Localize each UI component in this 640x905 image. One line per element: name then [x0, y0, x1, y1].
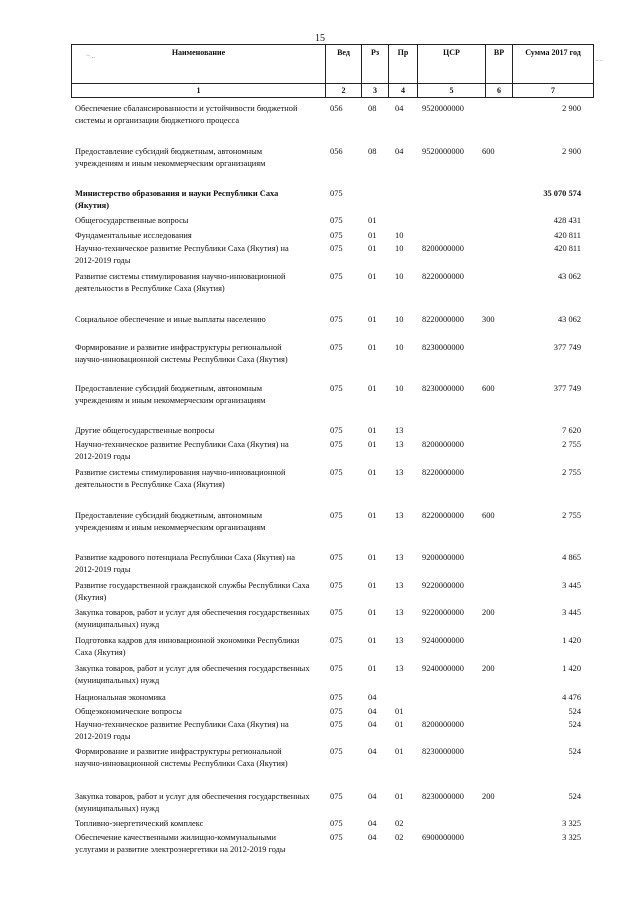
cell-rz: 01: [368, 581, 377, 590]
cell-rz: 01: [368, 511, 377, 520]
cell-rz: 01: [368, 216, 377, 225]
cell-pr: 10: [395, 343, 404, 352]
cell-pr: 13: [395, 468, 404, 477]
header-num-1: 1: [72, 84, 326, 98]
cell-ved: 075: [330, 216, 343, 225]
cell-csr: 8200000000: [422, 720, 464, 729]
cell-vr: 600: [482, 511, 495, 520]
cell-sum: 1 420: [562, 664, 581, 673]
cell-name: Подготовка кадров для инновационной экономики Республики Саха (Якутия): [75, 636, 300, 657]
cell-ved: 075: [330, 747, 343, 756]
cell-pr: 13: [395, 553, 404, 562]
cell-csr: 9520000000: [422, 147, 464, 156]
cell-name: Развитие системы стимулирования научно-инновационной деятельности в Республике Саха (Якутия): [75, 272, 286, 293]
cell-rz: 04: [368, 819, 377, 828]
cell-sum: 524: [568, 747, 581, 756]
cell-rz: 04: [368, 693, 377, 702]
cell-pr: 13: [395, 636, 404, 645]
cell-sum: 4 865: [562, 553, 581, 562]
cell-sum: 377 749: [553, 343, 581, 352]
cell-rz: 04: [368, 792, 377, 801]
cell-name: Предоставление субсидий бюджетным, автономным учреждениям и иным некоммерческим организациям: [75, 384, 266, 405]
cell-pr: 01: [395, 747, 404, 756]
cell-csr: 8220000000: [422, 468, 464, 477]
cell-pr: 02: [395, 819, 404, 828]
cell-name: Общеэкономические вопросы: [75, 707, 182, 716]
cell-pr: 13: [395, 426, 404, 435]
cell-ved: 075: [330, 511, 343, 520]
cell-name: Научно-техническое развитие Республики Саха (Якутия) на 2012-2019 годы: [75, 440, 289, 461]
cell-csr: 9220000000: [422, 608, 464, 617]
cell-ved: 075: [330, 792, 343, 801]
cell-name: Научно-техническое развитие Республики Саха (Якутия) на 2012-2019 годы: [75, 244, 289, 265]
cell-rz: 01: [368, 244, 377, 253]
cell-name: Предоставление субсидий бюджетным, автономным учреждениям и иным некоммерческим организациям: [75, 511, 266, 532]
header-num-7: 7: [513, 84, 594, 98]
cell-csr: 9200000000: [422, 553, 464, 562]
cell-sum: 3 445: [562, 581, 581, 590]
cell-pr: 04: [395, 147, 404, 156]
cell-rz: 04: [368, 833, 377, 842]
cell-name: Закупка товаров, работ и услуг для обеспечения государственных (муниципальных) нужд: [75, 608, 310, 629]
cell-sum: 420 811: [554, 244, 581, 253]
cell-pr: 10: [395, 231, 404, 240]
cell-rz: 04: [368, 720, 377, 729]
cell-ved: 075: [330, 553, 343, 562]
cell-name: Топливно-энергетический комплекс: [75, 819, 204, 828]
cell-csr: 8230000000: [422, 384, 464, 393]
cell-vr: 600: [482, 147, 495, 156]
cell-name: Обеспечение сбалансированности и устойчивости бюджетной системы и организации бюджетного процесса: [75, 104, 298, 125]
header-num-4: 4: [389, 84, 418, 98]
header-num-2: 2: [326, 84, 362, 98]
cell-pr: 10: [395, 384, 404, 393]
cell-rz: 01: [368, 426, 377, 435]
cell-name: Министерство образования и науки Республики Саха (Якутия): [75, 189, 279, 210]
cell-sum: 7 620: [562, 426, 581, 435]
header-num-3: 3: [362, 84, 389, 98]
cell-name: Развитие системы стимулирования научно-инновационной деятельности в Республике Саха (Якутия): [75, 468, 286, 489]
cell-pr: 02: [395, 833, 404, 842]
cell-ved: 075: [330, 664, 343, 673]
cell-vr: 200: [482, 608, 495, 617]
header-ved: Вед: [326, 45, 362, 84]
cell-sum: 2 755: [562, 468, 581, 477]
cell-pr: 10: [395, 244, 404, 253]
cell-csr: 8230000000: [422, 747, 464, 756]
cell-csr: 9520000000: [422, 104, 464, 113]
cell-csr: 8200000000: [422, 244, 464, 253]
cell-rz: 01: [368, 664, 377, 673]
cell-ved: 075: [330, 833, 343, 842]
cell-sum: 2 900: [562, 104, 581, 113]
cell-rz: 01: [368, 315, 377, 324]
cell-pr: 13: [395, 440, 404, 449]
cell-ved: 075: [330, 315, 343, 324]
cell-name: Предоставление субсидий бюджетным, автономным учреждениям и иным некоммерческим организациям: [75, 147, 266, 168]
cell-name: Другие общегосударственные вопросы: [75, 426, 215, 435]
cell-csr: 9240000000: [422, 636, 464, 645]
cell-ved: 056: [330, 147, 343, 156]
cell-name: Общегосударственные вопросы: [75, 216, 189, 225]
cell-vr: 600: [482, 384, 495, 393]
cell-name: Обеспечение качественными жилищно-коммунальными услугами и развитие электроэнергетики на 2012-2019 годы: [75, 833, 286, 854]
cell-ved: 075: [330, 819, 343, 828]
cell-pr: 13: [395, 664, 404, 673]
cell-ved: 075: [330, 693, 343, 702]
cell-ved: 075: [330, 244, 343, 253]
cell-csr: 9220000000: [422, 581, 464, 590]
cell-sum: 524: [568, 792, 581, 801]
cell-rz: 01: [368, 608, 377, 617]
cell-ved: 075: [330, 343, 343, 352]
cell-ved: 075: [330, 608, 343, 617]
cell-name: Развитие кадрового потенциала Республики Саха (Якутия) на 2012-2019 годы: [75, 553, 296, 574]
cell-csr: 8220000000: [422, 272, 464, 281]
cell-sum: 3 445: [562, 608, 581, 617]
cell-csr: 8230000000: [422, 792, 464, 801]
cell-sum: 4 476: [562, 693, 581, 702]
header-vr: ВР: [486, 45, 513, 84]
cell-sum: 377 749: [553, 384, 581, 393]
cell-pr: 13: [395, 608, 404, 617]
cell-pr: 13: [395, 581, 404, 590]
cell-ved: 075: [330, 189, 343, 198]
cell-rz: 01: [368, 468, 377, 477]
cell-ved: 075: [330, 581, 343, 590]
cell-name: Научно-техническое развитие Республики Саха (Якутия) на 2012-2019 годы: [75, 720, 289, 741]
cell-ved: 056: [330, 104, 343, 113]
cell-rz: 04: [368, 747, 377, 756]
cell-pr: 13: [395, 511, 404, 520]
header-rz: Рз: [362, 45, 389, 84]
cell-sum: 2 900: [562, 147, 581, 156]
header-csr: ЦСР: [418, 45, 486, 84]
cell-rz: 01: [368, 636, 377, 645]
cell-csr: 9240000000: [422, 664, 464, 673]
cell-pr: 04: [395, 104, 404, 113]
cell-sum: 3 325: [562, 833, 581, 842]
cell-name: Закупка товаров, работ и услуг для обеспечения государственных (муниципальных) нужд: [75, 792, 310, 813]
cell-ved: 075: [330, 231, 343, 240]
cell-csr: 8230000000: [422, 343, 464, 352]
cell-sum: 524: [568, 720, 581, 729]
header-name: Наименование: [72, 45, 326, 84]
cell-name: Фундаментальные исследования: [75, 231, 192, 240]
cell-csr: 8220000000: [422, 315, 464, 324]
cell-name: Формирование и развитие инфраструктуры региональной научно-инновационной системы Республики Саха (Якутия): [75, 343, 288, 364]
cell-sum: 420 811: [554, 231, 581, 240]
cell-csr: 8220000000: [422, 511, 464, 520]
cell-ved: 075: [330, 468, 343, 477]
cell-ved: 075: [330, 384, 343, 393]
cell-pr: 10: [395, 315, 404, 324]
cell-rz: 08: [368, 104, 377, 113]
cell-sum: 428 431: [553, 216, 581, 225]
cell-sum: 1 420: [562, 636, 581, 645]
scan-artifact: - -: [596, 56, 603, 64]
cell-vr: 300: [482, 315, 495, 324]
cell-sum: 43 062: [557, 272, 581, 281]
cell-ved: 075: [330, 272, 343, 281]
cell-rz: 01: [368, 272, 377, 281]
cell-ved: 075: [330, 636, 343, 645]
cell-name: Национальная экономика: [75, 693, 166, 702]
header-num-5: 5: [418, 84, 486, 98]
cell-ved: 075: [330, 720, 343, 729]
header-pr: Пр: [389, 45, 418, 84]
cell-pr: 01: [395, 792, 404, 801]
cell-sum: 35 070 574: [543, 189, 581, 198]
header-sum: Сумма 2017 год: [513, 45, 594, 84]
cell-rz: 01: [368, 343, 377, 352]
cell-csr: 6900000000: [422, 833, 464, 842]
page-number: 15: [315, 33, 325, 44]
cell-rz: 01: [368, 231, 377, 240]
cell-name: Развитие государственной гражданской службы Республики Саха (Якутия): [75, 581, 310, 602]
cell-ved: 075: [330, 440, 343, 449]
cell-sum: 2 755: [562, 511, 581, 520]
cell-name: Формирование и развитие инфраструктуры региональной научно-инновационной системы Республики Саха (Якутия): [75, 747, 288, 768]
cell-pr: 01: [395, 720, 404, 729]
header-num-6: 6: [486, 84, 513, 98]
cell-ved: 075: [330, 426, 343, 435]
scan-artifact: ~ ..: [86, 52, 96, 60]
cell-name: Социальное обеспечение и иные выплаты населению: [75, 315, 266, 324]
cell-rz: 08: [368, 147, 377, 156]
cell-rz: 04: [368, 707, 377, 716]
cell-name: Закупка товаров, работ и услуг для обеспечения государственных (муниципальных) нужд: [75, 664, 310, 685]
cell-csr: 8200000000: [422, 440, 464, 449]
cell-sum: 3 325: [562, 819, 581, 828]
cell-ved: 075: [330, 707, 343, 716]
cell-pr: 10: [395, 272, 404, 281]
cell-vr: 200: [482, 664, 495, 673]
cell-pr: 01: [395, 707, 404, 716]
cell-sum: 524: [568, 707, 581, 716]
cell-sum: 2 755: [562, 440, 581, 449]
cell-sum: 43 062: [557, 315, 581, 324]
cell-rz: 01: [368, 384, 377, 393]
cell-rz: 01: [368, 440, 377, 449]
cell-vr: 200: [482, 792, 495, 801]
cell-rz: 01: [368, 553, 377, 562]
